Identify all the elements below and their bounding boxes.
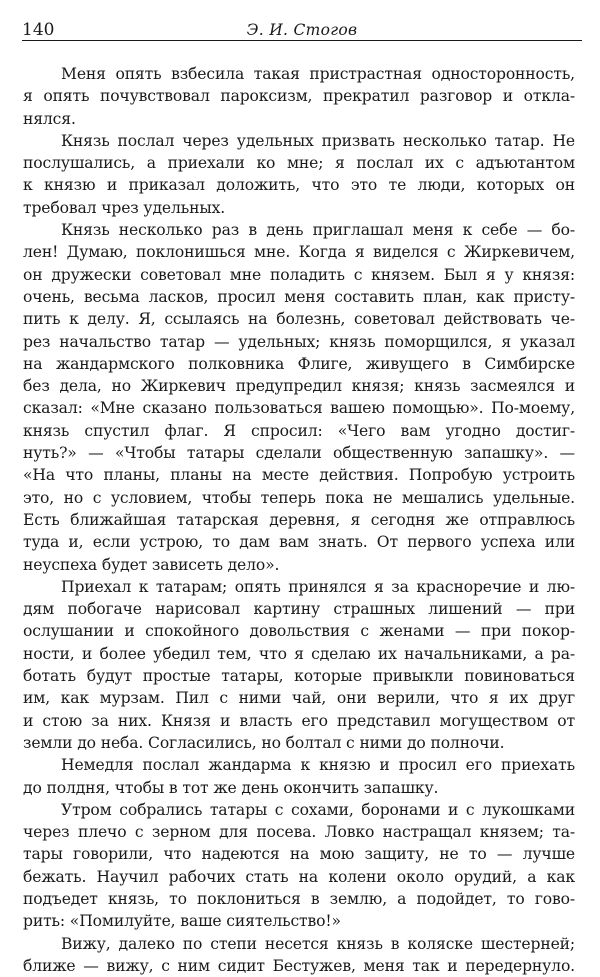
text-line: пить к делу. Я, ссылаясь на болезнь, советовал действовать че- <box>23 310 575 329</box>
text-line: подъедет князь, то поклониться в землю, а подойдет, то гово- <box>23 889 575 908</box>
text-line: Меня опять взбесила такая пристрастная односторонность, <box>61 65 575 83</box>
text-line: к князю и приказал доложить, что это те люди, которых он <box>23 176 575 195</box>
text-line: нуть?» — «Чтобы татары сделали общественную запашку». — <box>23 444 575 463</box>
text-line: это, но с условием, чтобы теперь пока не мешались удельные. <box>23 488 575 507</box>
text-line: неуспеха будет зависеть дело». <box>23 555 280 574</box>
text-line: без дела, но Жиркевич предупредил князя; князь засмеялся и <box>23 377 575 396</box>
text-line: лен! Думаю, поклонишься мне. Когда я виделся с Жиркевичем, <box>23 243 575 262</box>
text-line: князь спустил флаг. Я спросил: «Чего вам угодно достиг- <box>23 421 575 440</box>
text-line: рить: «Помилуйте, ваше сиятельство!» <box>23 912 341 931</box>
text-line: и стою за них. Князя и власть его представил могуществом от <box>23 711 575 730</box>
text-line: на жандармского полковника Флиге, живущего в Симбирске <box>23 354 575 373</box>
text-line: Вижу, далеко по степи несется князь в коляске шестерней; <box>61 934 575 953</box>
text-line: бежать. Научил рабочих стать на колени около орудий, а как <box>23 867 575 886</box>
text-line: Князь послал через удельных призвать несколько татар. Не <box>61 131 575 150</box>
text-line: Князь несколько раз в день приглашал меня к себе — бо- <box>61 221 575 240</box>
text-line: очень, весьма ласков, просил меня составить план, как присту- <box>23 287 575 306</box>
text-line: «На что планы, планы на месте действия. Попробую устроить <box>23 466 575 485</box>
text-line: тары говорили, что надеются на мою защиту, не то — лучше <box>23 845 575 864</box>
text-line: нялся. <box>23 109 76 128</box>
text-line: послушались, а приехали ко мне; я послал их с адъютантом <box>23 154 575 173</box>
page-header <box>22 8 582 41</box>
text-line: до полдня, чтобы в тот же день окончить запашку. <box>23 778 439 797</box>
text-line: Утром собрались татары с сохами, боронами и с лукошками <box>61 800 575 819</box>
text-line: Немедля послал жандарма к князю и просил его приехать <box>61 756 575 775</box>
text-line: земли до неба. Согласились, но болтал с ними до полночи. <box>23 733 505 752</box>
text-line: Приехал к татарам; опять принялся я за красноречие и лю- <box>61 577 575 596</box>
page-number: 140 <box>22 20 55 40</box>
running-head-author: Э. И. Стогов <box>246 21 358 39</box>
text-line: ности, и более убедил тем, что я сделаю их начальниками, а ра- <box>23 644 575 663</box>
text-line: ближе — вижу, с ним сидит Бестужев, меня так и передернуло. <box>23 956 575 975</box>
body-text <box>23 63 575 977</box>
text-line: им, как мурзам. Пил с ними чай, они верили, что я их друг <box>23 689 575 708</box>
text-line: Есть ближайшая татарская деревня, я сегодня же отправлюсь <box>23 510 575 529</box>
text-line: туда и, если устрою, то дам вам знать. От первого успеха или <box>23 533 575 552</box>
text-line: я опять почувствовал пароксизм, прекратил разговор и откла- <box>23 87 575 106</box>
text-line: сказал: «Мне сказано пользоваться вашею помощью». По-моему, <box>23 399 575 418</box>
text-line: дям побогаче нарисовал картину страшных лишений — при <box>23 600 575 619</box>
text-line: ослушании и спокойного довольствия с женами — при покор- <box>23 622 575 641</box>
text-line: требовал чрез удельных. <box>23 198 226 217</box>
text-line: он дружески советовал мне поладить с князем. Был я у князя: <box>23 265 575 284</box>
text-line: ботать будут простые татары, которые привыкли повиноваться <box>23 667 575 686</box>
text-line: рез начальство татар — удельных; князь поморщился, я указал <box>23 332 575 351</box>
text-line: через плечо с зерном для посева. Ловко настращал князем; та- <box>23 823 575 842</box>
